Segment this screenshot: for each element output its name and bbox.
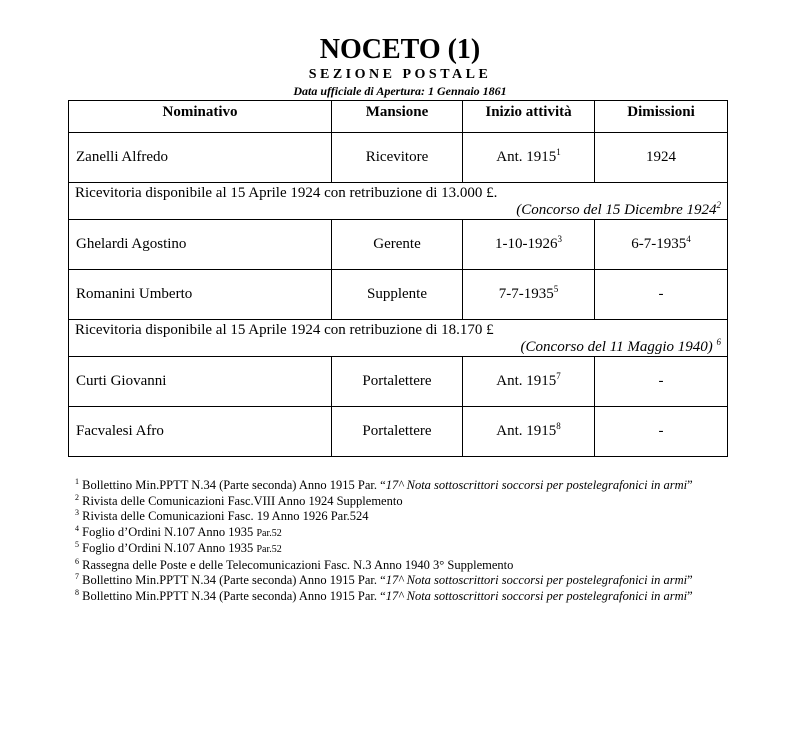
footnote-italic: 17^ Nota sottoscrittori soccorsi per postelegrafonici in armi [385,588,688,603]
note-reference [75,339,721,356]
end-value: - [658,423,664,439]
row-end [595,220,728,270]
note-cell [69,320,728,357]
column-header-nominativo: Nominativo [69,101,332,133]
start-value: 1-10-1926 [495,236,558,252]
footnote-number: 1 [75,477,79,486]
note-cell [69,183,728,220]
footnote-ref: 2 [716,200,721,210]
footnote-small: Par.52 [256,544,282,555]
footnote-text: Bollettino Min.PPTT N.34 (Parte seconda) Anno 1915 Par. “ [82,573,386,587]
note-reference [75,202,721,219]
row-name: Facvalesi Afro [69,407,332,457]
footnote [75,541,735,558]
table-row [69,407,728,457]
page-title: NOCETO (1) [319,34,481,65]
footnote-number: 4 [75,523,79,533]
column-header-inizio: Inizio attività [463,101,595,133]
section-subtitle: SEZIONE POSTALE [308,67,492,82]
note-text: Ricevitoria disponibile al 15 Aprile 1924 con retribuzione di 13.000 £. [75,185,498,201]
footnote [75,509,735,525]
table-row [69,220,728,270]
footnote-number: 7 [75,572,79,581]
row-role: Gerente [332,220,463,270]
end-value: - [658,286,664,302]
row-start [463,357,595,407]
row-name: Curti Giovanni [69,357,332,407]
footnote-italic: 17^ Nota sottoscrittori soccorsi per postelegrafonici in armi [385,478,688,492]
footnote-ref: 3 [557,234,562,244]
end-value: - [658,373,664,389]
note-reference-text: (Concorso del 11 Maggio 1940) [520,339,713,355]
opening-date: Data ufficiale di Apertura: 1 Gennaio 1861 [293,84,507,98]
row-end [595,357,728,407]
footnote [75,478,735,494]
footnote-ref: 7 [556,371,561,381]
footnote [75,525,735,542]
footnote-tail: ” [687,478,693,492]
footnote-text: Foglio d’Ordini N.107 Anno 1935 [82,541,257,555]
table-row [69,133,728,183]
footnotes [75,478,735,604]
footnote [75,589,735,605]
row-role: Portalettere [332,357,463,407]
footnote-text: Rivista delle Comunicazioni Fasc.VIII Anno 1924 Supplemento [82,493,403,508]
table-row [69,270,728,320]
footnote-text: Bollettino Min.PPTT N.34 (Parte seconda) Anno 1915 Par. “ [82,478,386,492]
footnote-tail: ” [687,588,693,603]
footnote-text: Rassegna delle Poste e delle Telecomunicazioni Fasc. N.3 Anno 1940 3° Supplemento [82,557,514,572]
start-value: Ant. 1915 [496,423,557,439]
staff-table [68,100,728,457]
row-start [463,133,595,183]
footnote-ref: 8 [556,421,561,431]
note-row [69,183,728,220]
row-name: Ghelardi Agostino [69,220,332,270]
row-role: Portalettere [332,407,463,457]
row-end [595,270,728,320]
column-header-dimissioni: Dimissioni [595,101,728,133]
footnote-ref: 6 [716,337,721,347]
note-text: Ricevitoria disponibile al 15 Aprile 1924 con retribuzione di 18.170 £ [75,322,494,338]
footnote-number: 5 [75,540,79,549]
row-role: Ricevitore [332,133,463,183]
footnote [75,494,735,510]
row-name: Zanelli Alfredo [69,133,332,183]
column-header-mansione: Mansione [332,101,463,133]
footnote-ref: 1 [556,147,561,157]
row-start [463,270,595,320]
row-start [463,407,595,457]
footnote-number: 6 [75,556,79,566]
row-end [595,407,728,457]
row-name: Romanini Umberto [69,270,332,320]
note-row [69,320,728,357]
note-reference-text: (Concorso del 15 Dicembre 1924 [516,202,717,218]
start-value: Ant. 1915 [496,149,557,165]
footnote-number: 8 [75,587,79,597]
start-value: Ant. 1915 [496,373,557,389]
row-start [463,220,595,270]
footnote [75,573,735,589]
footnote-number: 2 [75,492,79,502]
footnote-text: Bollettino Min.PPTT N.34 (Parte seconda) Anno 1915 Par. “ [82,588,386,603]
footnote-ref: 4 [686,234,691,244]
footnote-text: Foglio d’Ordini N.107 Anno 1935 [82,524,257,539]
footnote [75,558,735,574]
footnote-small: Par.52 [256,527,282,539]
row-end [595,133,728,183]
table-row [69,357,728,407]
footnote-tail: ” [687,573,693,587]
footnote-ref: 5 [553,284,559,294]
end-value: 6-7-1935 [631,236,687,252]
footnote-text: Rivista delle Comunicazioni Fasc. 19 Anno 1926 Par.524 [82,509,369,523]
table-header-row [69,101,728,133]
start-value: 7-7-1935 [498,286,554,302]
end-value: 1924 [646,149,676,165]
row-role: Supplente [332,270,463,320]
footnote-number: 3 [75,508,79,517]
footnote-italic: 17^ Nota sottoscrittori soccorsi per postelegrafonici in armi [385,573,688,587]
